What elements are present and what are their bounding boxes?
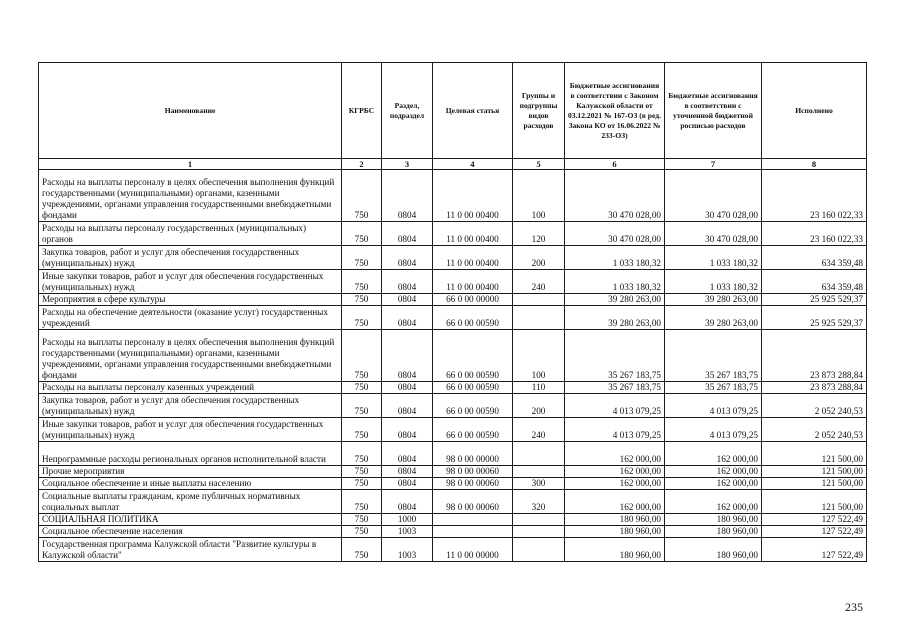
- cell-group: [513, 442, 565, 466]
- cell-section: 0804: [382, 466, 433, 478]
- cell-name: Прочие мероприятия: [39, 466, 342, 478]
- cell-section: 0804: [382, 394, 433, 418]
- cell-kgrbs: 750: [342, 466, 382, 478]
- cell-group: [513, 538, 565, 562]
- budget-table: [38, 62, 867, 562]
- cell-refined: 39 280 263,00: [665, 306, 762, 330]
- cell-executed: 23 873 288,84: [762, 330, 867, 382]
- cell-executed: 25 925 529,37: [762, 306, 867, 330]
- header-law: Бюджетные ассигнования в соответствии с Законом Калужской области от 03.12.2021 № 167-ОЗ (в ред. Закона КО от 16.06.2022 № 233-ОЗ): [565, 63, 665, 159]
- cell-refined: 30 470 028,00: [665, 170, 762, 222]
- cell-name: Расходы на выплаты персоналу казенных учреждений: [39, 382, 342, 394]
- cell-executed: 23 160 022,33: [762, 170, 867, 222]
- cell-executed: 634 359,48: [762, 246, 867, 270]
- table-row: [39, 294, 867, 306]
- header-row: [39, 63, 867, 159]
- cell-executed: 121 500,00: [762, 478, 867, 490]
- cell-target: 11 0 00 00400: [433, 170, 513, 222]
- cell-target: 66 0 00 00590: [433, 382, 513, 394]
- cell-target: 11 0 00 00400: [433, 222, 513, 246]
- cell-executed: 634 359,48: [762, 270, 867, 294]
- cell-refined: 1 033 180,32: [665, 246, 762, 270]
- cell-kgrbs: 750: [342, 222, 382, 246]
- table-row: [39, 330, 867, 382]
- cell-target: 66 0 00 00590: [433, 306, 513, 330]
- cell-section: 0804: [382, 382, 433, 394]
- page-number: 235: [845, 600, 863, 614]
- column-number-row: [39, 159, 867, 170]
- cell-target: 66 0 00 00590: [433, 330, 513, 382]
- cell-section: 0804: [382, 442, 433, 466]
- cell-refined: 1 033 180,32: [665, 270, 762, 294]
- cell-target: [433, 526, 513, 538]
- cell-kgrbs: 750: [342, 330, 382, 382]
- cell-group: 110: [513, 382, 565, 394]
- cell-target: 66 0 00 00590: [433, 394, 513, 418]
- cell-name: Закупка товаров, работ и услуг для обеспечения государственных (муниципальных) нужд: [39, 246, 342, 270]
- cell-law: 30 470 028,00: [565, 222, 665, 246]
- cell-kgrbs: 750: [342, 246, 382, 270]
- cell-section: 1003: [382, 526, 433, 538]
- cell-target: 98 0 00 00060: [433, 478, 513, 490]
- cell-refined: 30 470 028,00: [665, 222, 762, 246]
- cell-group: 240: [513, 270, 565, 294]
- column-number: 2: [342, 159, 382, 170]
- cell-refined: 162 000,00: [665, 478, 762, 490]
- cell-name: Расходы на выплаты персоналу государственных (муниципальных) органов: [39, 222, 342, 246]
- cell-law: 180 960,00: [565, 538, 665, 562]
- cell-target: [433, 514, 513, 526]
- cell-kgrbs: 750: [342, 442, 382, 466]
- cell-group: [513, 514, 565, 526]
- table-row: [39, 418, 867, 442]
- header-target: Целевая статья: [433, 63, 513, 159]
- table-row: [39, 306, 867, 330]
- cell-refined: 162 000,00: [665, 466, 762, 478]
- cell-law: 30 470 028,00: [565, 170, 665, 222]
- header-executed: Исполнено: [762, 63, 867, 159]
- cell-kgrbs: 750: [342, 418, 382, 442]
- header-section: Раздел, подраздел: [382, 63, 433, 159]
- table-row: [39, 478, 867, 490]
- cell-refined: 162 000,00: [665, 490, 762, 514]
- column-number: 5: [513, 159, 565, 170]
- cell-executed: 121 500,00: [762, 442, 867, 466]
- table-row: [39, 170, 867, 222]
- cell-name: Социальные выплаты гражданам, кроме публичных нормативных социальных выплат: [39, 490, 342, 514]
- cell-group: [513, 294, 565, 306]
- cell-executed: 121 500,00: [762, 466, 867, 478]
- cell-target: 66 0 00 00590: [433, 418, 513, 442]
- cell-executed: 25 925 529,37: [762, 294, 867, 306]
- header-groups: Группы и подгруппы видов расходов: [513, 63, 565, 159]
- cell-law: 162 000,00: [565, 442, 665, 466]
- cell-kgrbs: 750: [342, 490, 382, 514]
- column-number: 6: [565, 159, 665, 170]
- column-number: 1: [39, 159, 342, 170]
- table-row: [39, 442, 867, 466]
- cell-name: Мероприятия в сфере культуры: [39, 294, 342, 306]
- cell-refined: 180 960,00: [665, 526, 762, 538]
- cell-target: 11 0 00 00400: [433, 270, 513, 294]
- cell-law: 162 000,00: [565, 490, 665, 514]
- cell-group: 100: [513, 330, 565, 382]
- cell-name: Непрограммные расходы региональных органов исполнительной власти: [39, 442, 342, 466]
- header-name: Наименование: [39, 63, 342, 159]
- cell-refined: 35 267 183,75: [665, 382, 762, 394]
- cell-law: 39 280 263,00: [565, 294, 665, 306]
- cell-section: 1000: [382, 514, 433, 526]
- cell-law: 4 013 079,25: [565, 394, 665, 418]
- table-row: [39, 270, 867, 294]
- table-row: [39, 490, 867, 514]
- cell-target: 11 0 00 00400: [433, 246, 513, 270]
- cell-refined: 4 013 079,25: [665, 418, 762, 442]
- cell-name: Закупка товаров, работ и услуг для обеспечения государственных (муниципальных) нужд: [39, 394, 342, 418]
- column-number: 4: [433, 159, 513, 170]
- cell-section: 1003: [382, 538, 433, 562]
- cell-name: Социальное обеспечение и иные выплаты населению: [39, 478, 342, 490]
- cell-section: 0804: [382, 246, 433, 270]
- cell-law: 4 013 079,25: [565, 418, 665, 442]
- cell-group: [513, 466, 565, 478]
- header-kgrbs: КГРБС: [342, 63, 382, 159]
- cell-refined: 35 267 183,75: [665, 330, 762, 382]
- cell-law: 35 267 183,75: [565, 330, 665, 382]
- cell-kgrbs: 750: [342, 382, 382, 394]
- cell-law: 1 033 180,32: [565, 246, 665, 270]
- cell-group: 200: [513, 394, 565, 418]
- cell-section: 0804: [382, 170, 433, 222]
- table-row: [39, 222, 867, 246]
- cell-group: [513, 526, 565, 538]
- cell-law: 39 280 263,00: [565, 306, 665, 330]
- cell-group: [513, 306, 565, 330]
- table-row: [39, 514, 867, 526]
- cell-group: 320: [513, 490, 565, 514]
- cell-law: 180 960,00: [565, 526, 665, 538]
- cell-law: 35 267 183,75: [565, 382, 665, 394]
- cell-executed: 23 873 288,84: [762, 382, 867, 394]
- cell-section: 0804: [382, 270, 433, 294]
- cell-law: 162 000,00: [565, 478, 665, 490]
- column-number: 3: [382, 159, 433, 170]
- cell-name: Социальное обеспечение населения: [39, 526, 342, 538]
- cell-target: 66 0 00 00000: [433, 294, 513, 306]
- table-row: [39, 246, 867, 270]
- cell-kgrbs: 750: [342, 294, 382, 306]
- table-row: [39, 382, 867, 394]
- table-row: [39, 394, 867, 418]
- column-number: 7: [665, 159, 762, 170]
- header-refined: Бюджетные ассигнования в соответствии с уточненной бюджетной росписью расходов: [665, 63, 762, 159]
- cell-name: Государственная программа Калужской области "Развитие культуры в Калужской области": [39, 538, 342, 562]
- cell-name: Расходы на обеспечение деятельности (оказание услуг) государственных учреждений: [39, 306, 342, 330]
- cell-refined: 39 280 263,00: [665, 294, 762, 306]
- cell-target: 98 0 00 00000: [433, 442, 513, 466]
- cell-law: 180 960,00: [565, 514, 665, 526]
- cell-kgrbs: 750: [342, 478, 382, 490]
- cell-section: 0804: [382, 490, 433, 514]
- cell-section: 0804: [382, 222, 433, 246]
- cell-kgrbs: 750: [342, 538, 382, 562]
- cell-group: 200: [513, 246, 565, 270]
- cell-law: 162 000,00: [565, 466, 665, 478]
- cell-kgrbs: 750: [342, 270, 382, 294]
- cell-executed: 2 052 240,53: [762, 418, 867, 442]
- cell-name: Расходы на выплаты персоналу в целях обеспечения выполнения функций государственными (муниципальными) органами, казенными учреждениями, органами управления государственными внебюджетными фондами: [39, 170, 342, 222]
- cell-executed: 121 500,00: [762, 490, 867, 514]
- cell-name: СОЦИАЛЬНАЯ ПОЛИТИКА: [39, 514, 342, 526]
- cell-group: 100: [513, 170, 565, 222]
- cell-section: 0804: [382, 478, 433, 490]
- cell-law: 1 033 180,32: [565, 270, 665, 294]
- cell-kgrbs: 750: [342, 170, 382, 222]
- cell-section: 0804: [382, 306, 433, 330]
- cell-kgrbs: 750: [342, 526, 382, 538]
- cell-refined: 180 960,00: [665, 514, 762, 526]
- cell-group: 300: [513, 478, 565, 490]
- cell-executed: 127 522,49: [762, 526, 867, 538]
- cell-name: Расходы на выплаты персоналу в целях обеспечения выполнения функций государственными (муниципальными) органами, казенными учреждениями, органами управления государственными внебюджетными фондами: [39, 330, 342, 382]
- cell-kgrbs: 750: [342, 306, 382, 330]
- cell-section: 0804: [382, 294, 433, 306]
- cell-section: 0804: [382, 418, 433, 442]
- cell-kgrbs: 750: [342, 514, 382, 526]
- cell-refined: 162 000,00: [665, 442, 762, 466]
- cell-executed: 2 052 240,53: [762, 394, 867, 418]
- cell-section: 0804: [382, 330, 433, 382]
- cell-target: 98 0 00 00060: [433, 490, 513, 514]
- cell-executed: 127 522,49: [762, 538, 867, 562]
- table-row: [39, 538, 867, 562]
- cell-refined: 180 960,00: [665, 538, 762, 562]
- cell-group: 120: [513, 222, 565, 246]
- cell-executed: 23 160 022,33: [762, 222, 867, 246]
- cell-group: 240: [513, 418, 565, 442]
- cell-name: Иные закупки товаров, работ и услуг для обеспечения государственных (муниципальных) нужд: [39, 418, 342, 442]
- cell-target: 11 0 00 00000: [433, 538, 513, 562]
- cell-target: 98 0 00 00060: [433, 466, 513, 478]
- column-number: 8: [762, 159, 867, 170]
- cell-executed: 127 522,49: [762, 514, 867, 526]
- cell-kgrbs: 750: [342, 394, 382, 418]
- cell-name: Иные закупки товаров, работ и услуг для обеспечения государственных (муниципальных) нужд: [39, 270, 342, 294]
- table-row: [39, 466, 867, 478]
- cell-refined: 4 013 079,25: [665, 394, 762, 418]
- table-row: [39, 526, 867, 538]
